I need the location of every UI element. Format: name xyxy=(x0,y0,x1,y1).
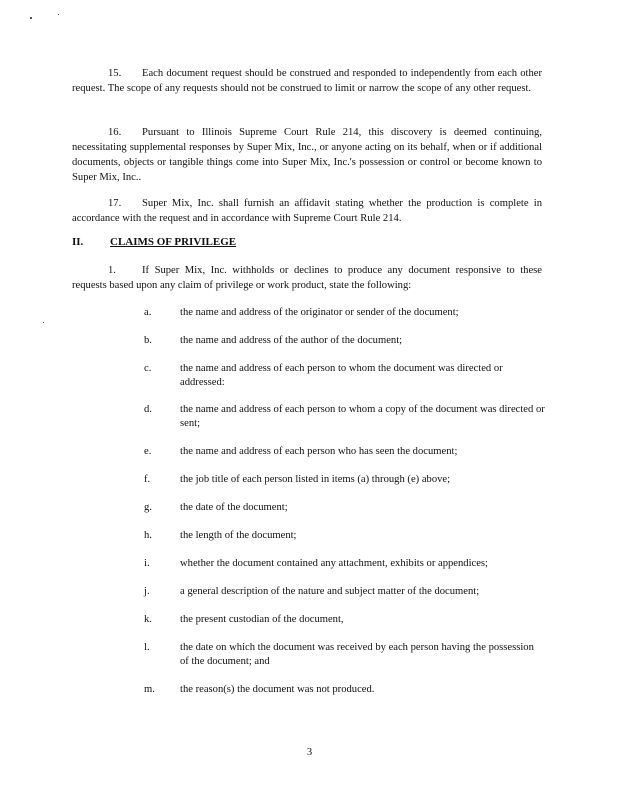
item-letter: f. xyxy=(144,474,151,485)
paragraph-text: Each document request should be construed and responded to independently from each other request. The scope of any requests should not be construed to limit or narrow the scope of any other request. xyxy=(72,68,542,94)
section-number: II. xyxy=(72,236,84,248)
item-letter: a. xyxy=(144,307,152,318)
scan-speck xyxy=(58,14,59,15)
scan-speck xyxy=(43,322,44,323)
paragraph-number: 16. xyxy=(108,127,122,138)
paragraph-17 xyxy=(72,196,542,226)
item-text: the name and address of the author of the document; xyxy=(180,335,403,346)
item-letter: m. xyxy=(144,684,155,695)
section-title: CLAIMS OF PRIVILEGE xyxy=(110,236,237,248)
paragraph-intro xyxy=(72,263,542,293)
section-heading xyxy=(72,236,236,248)
item-text: the date of the document; xyxy=(180,502,288,513)
paragraph-15 xyxy=(72,66,542,96)
item-text: the name and address of each person to whom a copy of the document was directed or sent; xyxy=(180,404,545,429)
item-letter: g. xyxy=(144,502,152,513)
paragraph-16 xyxy=(72,125,542,185)
item-text: the job title of each person listed in items (a) through (e) above; xyxy=(180,474,451,485)
page-number: 3 xyxy=(306,747,313,758)
item-letter: d. xyxy=(144,404,152,415)
item-text: whether the document contained any attachment, exhibits or appendices; xyxy=(180,558,488,569)
item-letter: b. xyxy=(144,335,152,346)
item-text: the name and address of the originator or sender of the document; xyxy=(180,307,459,318)
item-letter: i. xyxy=(144,558,150,569)
item-letter: h. xyxy=(144,530,152,541)
item-letter: e. xyxy=(144,446,152,457)
item-letter: c. xyxy=(144,363,152,374)
item-text: the reason(s) the document was not produced. xyxy=(180,684,375,695)
item-letter: j. xyxy=(144,586,150,597)
paragraph-text: If Super Mix, Inc. withholds or declines to produce any document responsive to these requests based upon any claim of privilege or work product, state the following: xyxy=(72,265,542,291)
item-text: the date on which the document was received by each person having the possession of the document; and xyxy=(180,642,534,667)
item-text: the name and address of each person to whom the document was directed or addressed: xyxy=(180,363,503,388)
item-letter: k. xyxy=(144,614,152,625)
paragraph-number: 1. xyxy=(108,265,116,276)
item-text: a general description of the nature and subject matter of the document; xyxy=(180,586,480,597)
item-text: the name and address of each person who has seen the document; xyxy=(180,446,458,457)
paragraph-number: 17. xyxy=(108,198,122,209)
paragraph-text: Pursuant to Illinois Supreme Court Rule 214, this discovery is deemed continuing, necessitating supplemental responses by Super Mix, Inc., or anyone acting on its behalf, when or if additional documents, objects or tangible things come into Super Mix, Inc.'s possession or control or become known to Super Mix, Inc.. xyxy=(72,127,542,183)
item-text: the length of the document; xyxy=(180,530,297,541)
paragraph-number: 15. xyxy=(108,68,122,79)
item-text: the present custodian of the document, xyxy=(180,614,344,625)
paragraph-text: Super Mix, Inc. shall furnish an affidavit stating whether the production is complete in accordance with the request and in accordance with Supreme Court Rule 214. xyxy=(72,198,542,224)
item-letter: l. xyxy=(144,642,150,653)
scan-speck xyxy=(30,17,32,19)
